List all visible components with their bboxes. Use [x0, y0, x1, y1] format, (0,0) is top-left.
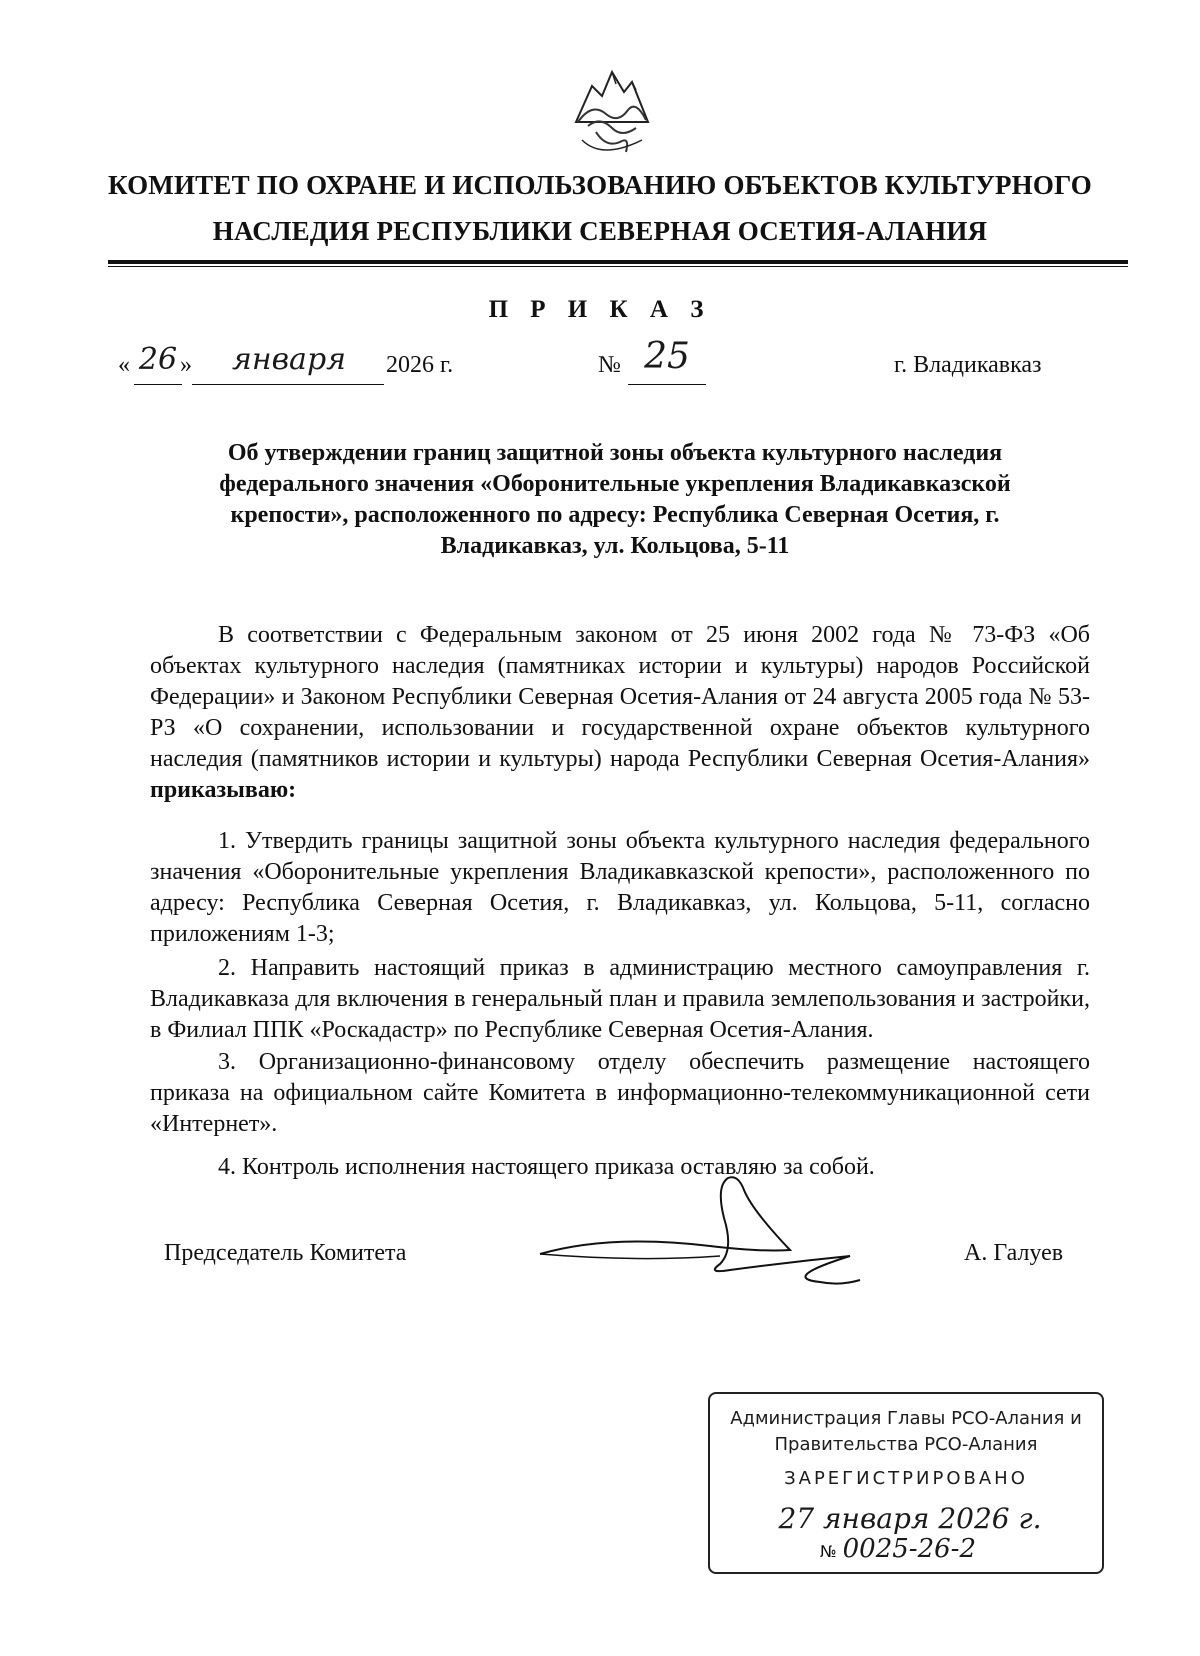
day-underline: [134, 384, 182, 385]
mountain-emblem-icon: [572, 62, 652, 162]
handwritten-signature: [520, 1170, 900, 1310]
preamble-paragraph: [150, 620, 1090, 806]
date-quote-close: »: [180, 352, 192, 378]
header-divider-thin: [108, 266, 1128, 267]
order-item-3: 3. Организационно-финансовому отделу обеспечить размещение настоящего приказа на официальном сайте Комитета в информационно-телекоммуникационной сети «Интернет».: [150, 1049, 1090, 1137]
order-number: 25: [644, 336, 690, 377]
order-title: Об утверждении границ защитной зоны объекта культурного наследия федерального значения «Оборонительные укрепления Владикавказской крепости», расположенного по адресу: Республика Северная Осетия, г. Владикавказ, ул. Кольцова, 5-11: [219, 440, 1011, 559]
order-number-label: №: [598, 352, 621, 378]
org-name-line-1: КОМИТЕТ ПО ОХРАНЕ И ИСПОЛЬЗОВАНИЮ ОБЪЕКТОВ КУЛЬТУРНОГО: [107, 170, 1092, 200]
signatory-name: А. Галуев: [964, 1240, 1064, 1266]
stamp-number-row: [820, 1534, 1060, 1564]
number-underline: [628, 384, 706, 385]
stamp-date: 27 января 2026 г.: [778, 1502, 1042, 1535]
month-underline: [192, 384, 384, 385]
order-year: 2026 г.: [386, 352, 454, 378]
date-quote-open: «: [118, 352, 130, 378]
header-divider: [108, 260, 1128, 264]
registration-stamp: [708, 1392, 1104, 1574]
preamble-order-word: приказываю:: [150, 777, 297, 803]
stamp-number: 0025-26-2: [842, 1534, 977, 1564]
stamp-line-2: Правительства РСО-Алания: [774, 1434, 1038, 1455]
order-city: г. Владикавказ: [894, 352, 1042, 378]
order-item-4: 4. Контроль исполнения настоящего приказа оставляю за собой.: [218, 1154, 875, 1180]
document-type-heading: П Р И К А З: [488, 296, 712, 323]
stamp-line-1: Администрация Главы РСО-Алания и: [730, 1408, 1082, 1429]
signatory-position: Председатель Комитета: [164, 1240, 407, 1266]
order-item-2: 2. Направить настоящий приказ в администрацию местного самоуправления г. Владикавказа для включения в генеральный план и правила землепользования и застройки, в Филиал ППК «Роскадастр» по Республике Северная Осетия-Алания.: [150, 955, 1090, 1043]
preamble-text: В соответствии с Федеральным законом от 25 июня 2002 года № 73-ФЗ «Об объектах культурного наследия (памятниках истории и культуры) народов Российской Федерации» и Законом Республики Северная Осетия-Алания от 24 августа 2005 года № 53-РЗ «О сохранении, использовании и государственной охране объектов культурного наследия (памятников истории и культуры) народа Республики Северная Осетия-Алания»: [150, 622, 1090, 772]
order-month: января: [231, 342, 347, 377]
stamp-registered: ЗАРЕГИСТРИРОВАНО: [784, 1468, 1028, 1489]
org-name-line-2: НАСЛЕДИЯ РЕСПУБЛИКИ СЕВЕРНАЯ ОСЕТИЯ-АЛАНИЯ: [212, 216, 988, 246]
order-day: 26: [138, 342, 178, 377]
stamp-number-label: №: [820, 1542, 837, 1561]
order-item-1: 1. Утвердить границы защитной зоны объекта культурного наследия федерального значения «Оборонительные укрепления Владикавказской крепости», расположенного по адресу: Республика Северная Осетия, г. Владикавказ, ул. Кольцова, 5-11, согласно приложениям 1-3;: [150, 828, 1090, 947]
